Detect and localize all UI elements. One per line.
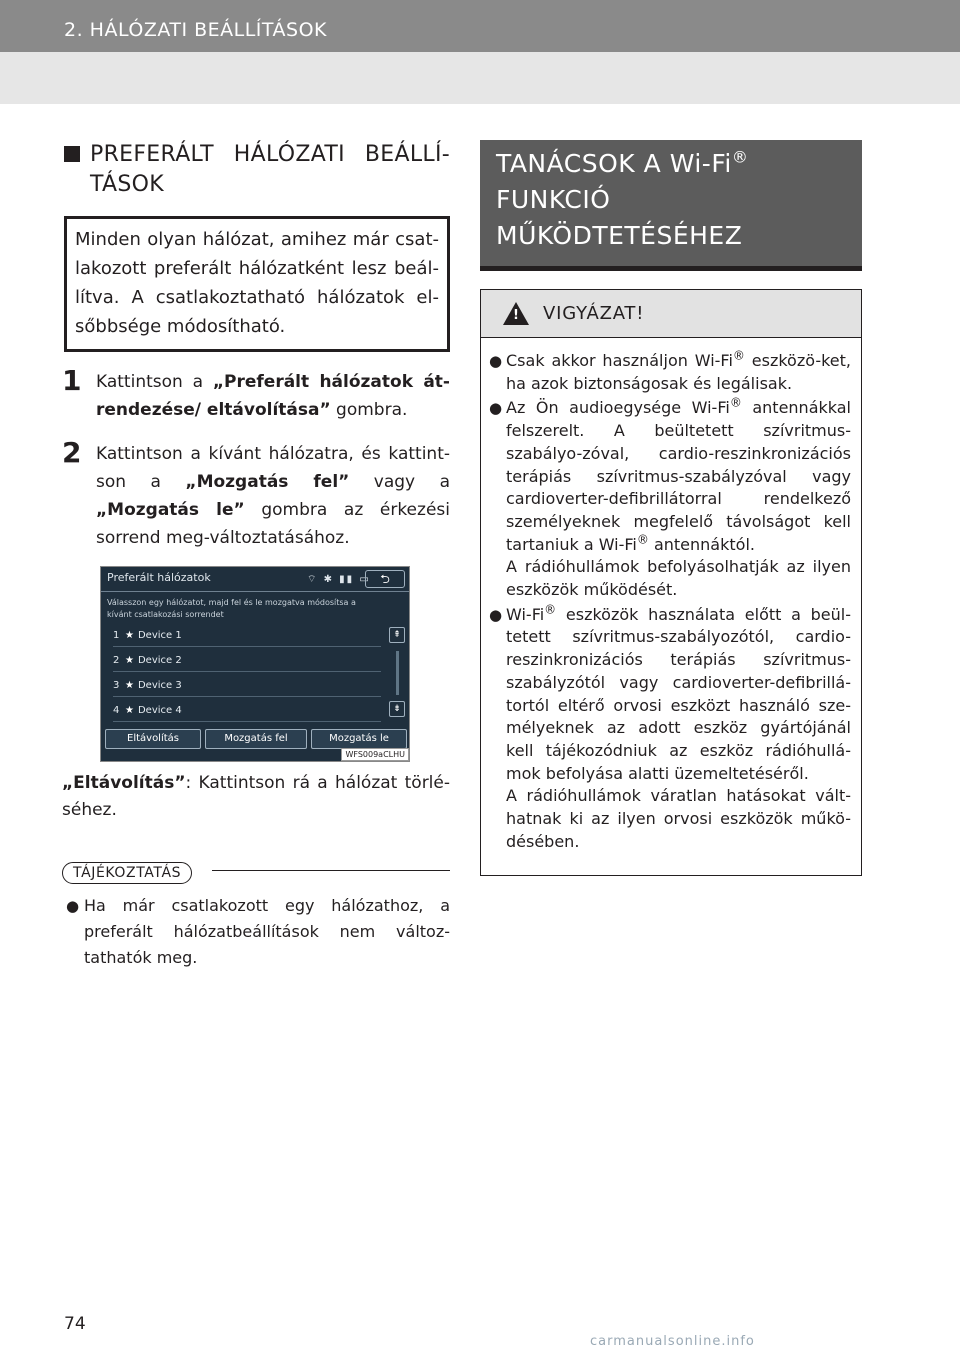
info-bullet: ● Ha már csatlakozott egy hálózathoz, a preferált hálózatbeállítások nem változ-tathatók meg. xyxy=(62,893,450,971)
device-row[interactable]: 3 ★ Device 3 xyxy=(113,675,381,697)
footer-watermark: carmanualsonline.info xyxy=(590,1334,755,1349)
intro-box: Minden olyan hálózat, amihez már csat-lakozott preferált hálózatként lesz beál-lítva. A csatlakoztatható hálózatok el-sőbbsége módosítható. xyxy=(64,216,450,352)
caution-bullet: ● Wi-Fi® eszközök használata előtt a beül-tetett szívritmus-szabályozótól, cardio-reszinkronizációs terápiás szívritmus-szabályzótól vagy cardioverter-defibrillá-tortól eltérő orvosi eszközt használó sze-mélyeknek az adott eszköz gyártójánál kell tájékozódniuk az eszköz rádióhullá-mok befolyása alatti üzemeltetéséről. A rádióhullámok váratlan hatásokat vált-hatnak ki az ilyen orvosi eszközök műkö-désében. xyxy=(489,604,851,854)
square-bullet-icon xyxy=(64,146,80,162)
screen-illustration xyxy=(100,566,410,762)
step-number: 2 xyxy=(62,436,82,469)
caution-label: VIGYÁZAT! xyxy=(543,303,645,324)
scroll-down-button[interactable]: ⇟ xyxy=(389,701,405,717)
subsection-heading xyxy=(62,140,450,200)
tips-heading: TANÁCSOK A Wi-Fi® FUNKCIÓ MŰKÖDTETÉSÉHEZ xyxy=(480,140,862,271)
bullet-icon: ● xyxy=(489,352,503,370)
step-1 xyxy=(62,364,450,424)
star-icon: ★ xyxy=(125,630,134,641)
remove-button[interactable]: Eltávolítás xyxy=(105,729,201,749)
device-row[interactable]: 4 ★ Device 4 xyxy=(113,700,381,722)
status-icons: ⌔ ✱ ▮▮ ▭ xyxy=(307,574,371,585)
info-label: TÁJÉKOZTATÁS xyxy=(62,862,192,884)
warning-icon: ! xyxy=(503,302,529,325)
caution-bullet: ● Csak akkor használjon Wi-Fi® eszközö-ket, ha azok biztonságosak és legálisak. xyxy=(489,350,851,395)
move-down-button[interactable]: Mozgatás le xyxy=(311,729,407,749)
step-number: 1 xyxy=(62,364,82,397)
info-block xyxy=(62,862,450,971)
caution-header xyxy=(481,290,861,338)
caution-bullet: ● Az Ön audioegysége Wi-Fi® antennákkal felszerelt. A beültetett szívritmus-szabályo-zóval, cardio-reszinkronizációs terápiás szívritmus-szabályzóval vagy cardioverter-defibrillátorral rendelkező személyeknek megfelelő távolságot kell tartaniuk a Wi-Fi® antennáktól. A rádióhullámok befolyásolhatják az ilyen eszközök működését. xyxy=(489,397,851,601)
step-2 xyxy=(62,436,451,552)
bullet-icon: ● xyxy=(489,399,503,418)
device-row[interactable]: 2 ★ Device 2 xyxy=(113,650,381,672)
bullet-icon: ● xyxy=(66,897,80,915)
remove-description: „Eltávolítás”: Kattintson rá a hálózat törlé-séhez. xyxy=(62,773,450,820)
info-separator xyxy=(212,870,450,871)
caution-box xyxy=(480,289,862,876)
section-title: 2. HÁLÓZATI BEÁLLÍTÁSOK xyxy=(64,19,328,41)
scroll-track[interactable] xyxy=(396,651,399,695)
screen-title: Preferált hálózatok xyxy=(107,571,211,584)
image-code: WFS009aCLHU xyxy=(341,748,409,761)
header-strip xyxy=(0,0,960,52)
star-icon: ★ xyxy=(125,680,134,691)
step-text: Kattintson a „Preferált hálózatok át-rendezése/ eltávolítása” gombra. xyxy=(96,372,450,420)
left-column xyxy=(62,140,450,971)
caution-body xyxy=(481,338,861,875)
divider xyxy=(101,591,410,592)
screen-instruction: Válasszon egy hálózatot, majd fel és le mozgatva módosítsa a kívánt csatlakozási sorrendet xyxy=(107,598,356,619)
scroll-up-button[interactable]: ⇞ xyxy=(389,627,405,643)
star-icon: ★ xyxy=(125,705,134,716)
back-button[interactable]: ⮌ xyxy=(365,570,405,588)
page-number: 74 xyxy=(64,1314,86,1334)
move-up-button[interactable]: Mozgatás fel xyxy=(205,729,307,749)
step-text: Kattintson a kívánt hálózatra, és kattint-son a „Mozgatás fel” vagy a „Mozgatás le” gombra az érkezési sorrend meg-változtatásához. xyxy=(96,444,451,548)
device-row[interactable]: 1 ★ Device 1 xyxy=(113,625,381,647)
star-icon: ★ xyxy=(125,655,134,666)
bullet-icon: ● xyxy=(489,605,503,624)
subsection-heading-text: PREFERÁLT HÁLÓZATI BEÁLLÍ-TÁSOK xyxy=(90,142,450,197)
right-column xyxy=(480,140,862,876)
